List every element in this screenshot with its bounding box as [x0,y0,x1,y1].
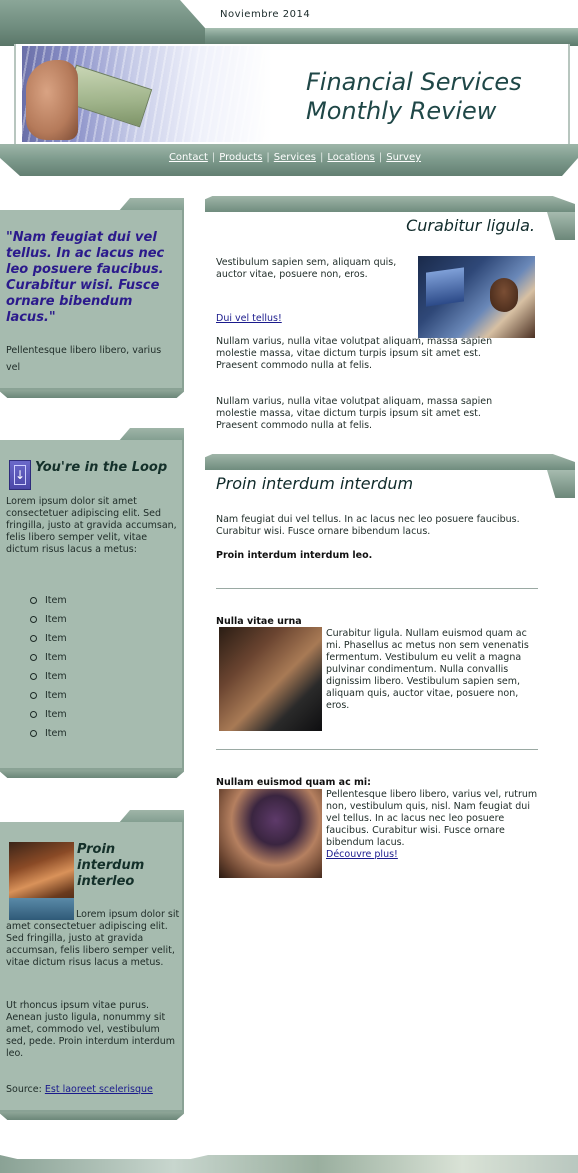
article-1-text: Curabitur ligula. Nullam euismod quam ac mi. Phasellus ac metus non sem venenatis fermentum. Vestibulum eu velit a magna pulvinar condimentum. Nulla convallis dignissim libero. Vestibulum sapien sem, aliquam quis, auctor vitae, posuere non, eros. [326,628,529,711]
nav-survey-link[interactable]: Survey [386,152,422,163]
issue-date: Noviembre 2014 [220,9,311,20]
newsletter-title-line2: Monthly Review [306,97,497,125]
section-2-title: Proin interdum interdum [216,474,414,493]
footer-bar [0,1155,578,1173]
loop-text: Lorem ipsum dolor sit amet consectetuer adipiscing elit. Sed fringilla, justo at gravida accumsan, felis libero semper velit, vitae dictum risus lacus a metus: [6,496,177,555]
section-1-intro: Vestibulum sapien sem, aliquam quis, auctor vitae, posuere non, eros. [216,257,397,280]
section-1-paragraph-1: Nullam varius, nulla vitae volutpat aliquam, massa sapien molestie massa, vitae dictum turpis ipsum sit amet est. Praesent commodo nulla at felis. [216,336,493,371]
handshake-photo [219,627,322,731]
source-link[interactable]: Est laoreet scelerisque [44,1084,153,1095]
list-item [30,629,67,648]
piggy-bank-hands-photo [219,789,322,878]
section-2-header [205,454,575,498]
sidebar-quote: "Nam feugiat dui vel tellus. In ac lacus nec leo posuere faucibus. Curabitur wisi. Fusce ornare bibendum lacus." [6,230,165,325]
bullet-icon [30,616,37,623]
nav-links [0,152,578,163]
nav-contact-link[interactable]: Contact [168,152,208,163]
newsletter-title [306,68,566,126]
article-2-text: Pellentesque libero libero, varius vel, rutrum non, vestibulum quis, nisl. Nam feugiat dui vel tellus. In ac lacus nec leo posuere faucibus. Curabitur wisi. Fusce ornare bibendum lacus. [326,789,538,848]
section-2-intro: Nam feugiat dui vel tellus. In ac lacus nec leo posuere faucibus. Curabitur wisi. Fusce ornare bibendum lacus. [216,514,520,537]
bullet-icon [30,730,37,737]
article-2-body [326,789,538,861]
section-1-title: Curabitur ligula. [406,216,535,235]
nav-separator: | [266,152,270,163]
nav-separator: | [378,152,383,163]
proin-text-2: Ut rhoncus ipsum vitae purus. Aenean justo ligula, nonummy sit amet, commodo vel, vestibulum sed, pede. Proin interdum interdum leo. [6,1000,175,1059]
proin-title: Proin interdum interleo [77,842,145,889]
source-line [6,1084,153,1095]
section-1-paragraph-2: Nullam varius, nulla vitae volutpat aliquam, massa sapien molestie massa, vitae dictum turpis ipsum sit amet est. Praesent commodo nulla at felis. [216,396,493,431]
section-2-subheading: Proin interdum interdum leo. [216,550,373,561]
bullet-icon [30,673,37,680]
list-item [30,667,67,686]
bullet-icon [30,711,37,718]
section-1-header [205,196,575,240]
loop-panel-bottom [0,770,184,778]
list-item-label: Item [45,595,67,606]
bullet-icon [30,692,37,699]
nav-separator: | [319,152,324,163]
divider [216,588,538,589]
loop-item-list [30,591,67,743]
nav-products-link[interactable]: Products [219,152,263,163]
banner-money-photo [22,46,272,142]
nav-locations-link[interactable]: Locations [327,152,375,163]
list-item [30,591,67,610]
newsletter-title-line1: Financial Services [306,68,522,96]
source-label: Source: [6,1084,42,1095]
businessman-photo [418,256,535,338]
nav-services-link[interactable]: Services [273,152,316,163]
download-icon: ↓ [9,460,31,490]
bullet-icon [30,654,37,661]
quote-panel-bottom [0,390,184,398]
list-item-label: Item [45,614,67,625]
proin-panel-bottom [0,1112,184,1120]
section-1-link[interactable]: Dui vel tellus! [216,313,282,324]
loop-title: You're in the Loop [35,460,168,475]
list-item-label: Item [45,633,67,644]
list-item-label: Item [45,709,67,720]
list-item [30,705,67,724]
sidebar-quote-subtext: Pellentesque libero libero, varius vel [6,345,162,373]
proin-text-1: Lorem ipsum dolor sit amet consectetuer adipiscing elit. Sed fringilla, justo at gravida accumsan, felis libero semper velit, vitae dictum risus lacus a metus. [6,909,180,968]
list-item [30,686,67,705]
article-2-title: Nullam euismod quam ac mi: [216,777,371,788]
list-item [30,724,67,743]
header-tab [0,0,205,46]
list-item-label: Item [45,652,67,663]
list-item-label: Item [45,728,67,739]
divider [216,749,538,750]
banner [14,44,570,145]
bullet-icon [30,635,37,642]
bullet-icon [30,597,37,604]
list-item [30,648,67,667]
discover-more-link[interactable]: Découvre plus! [326,849,398,860]
nav-separator: | [211,152,216,163]
article-1-title: Nulla vitae urna [216,616,302,627]
list-item-label: Item [45,671,67,682]
list-item-label: Item [45,690,67,701]
list-item [30,610,67,629]
